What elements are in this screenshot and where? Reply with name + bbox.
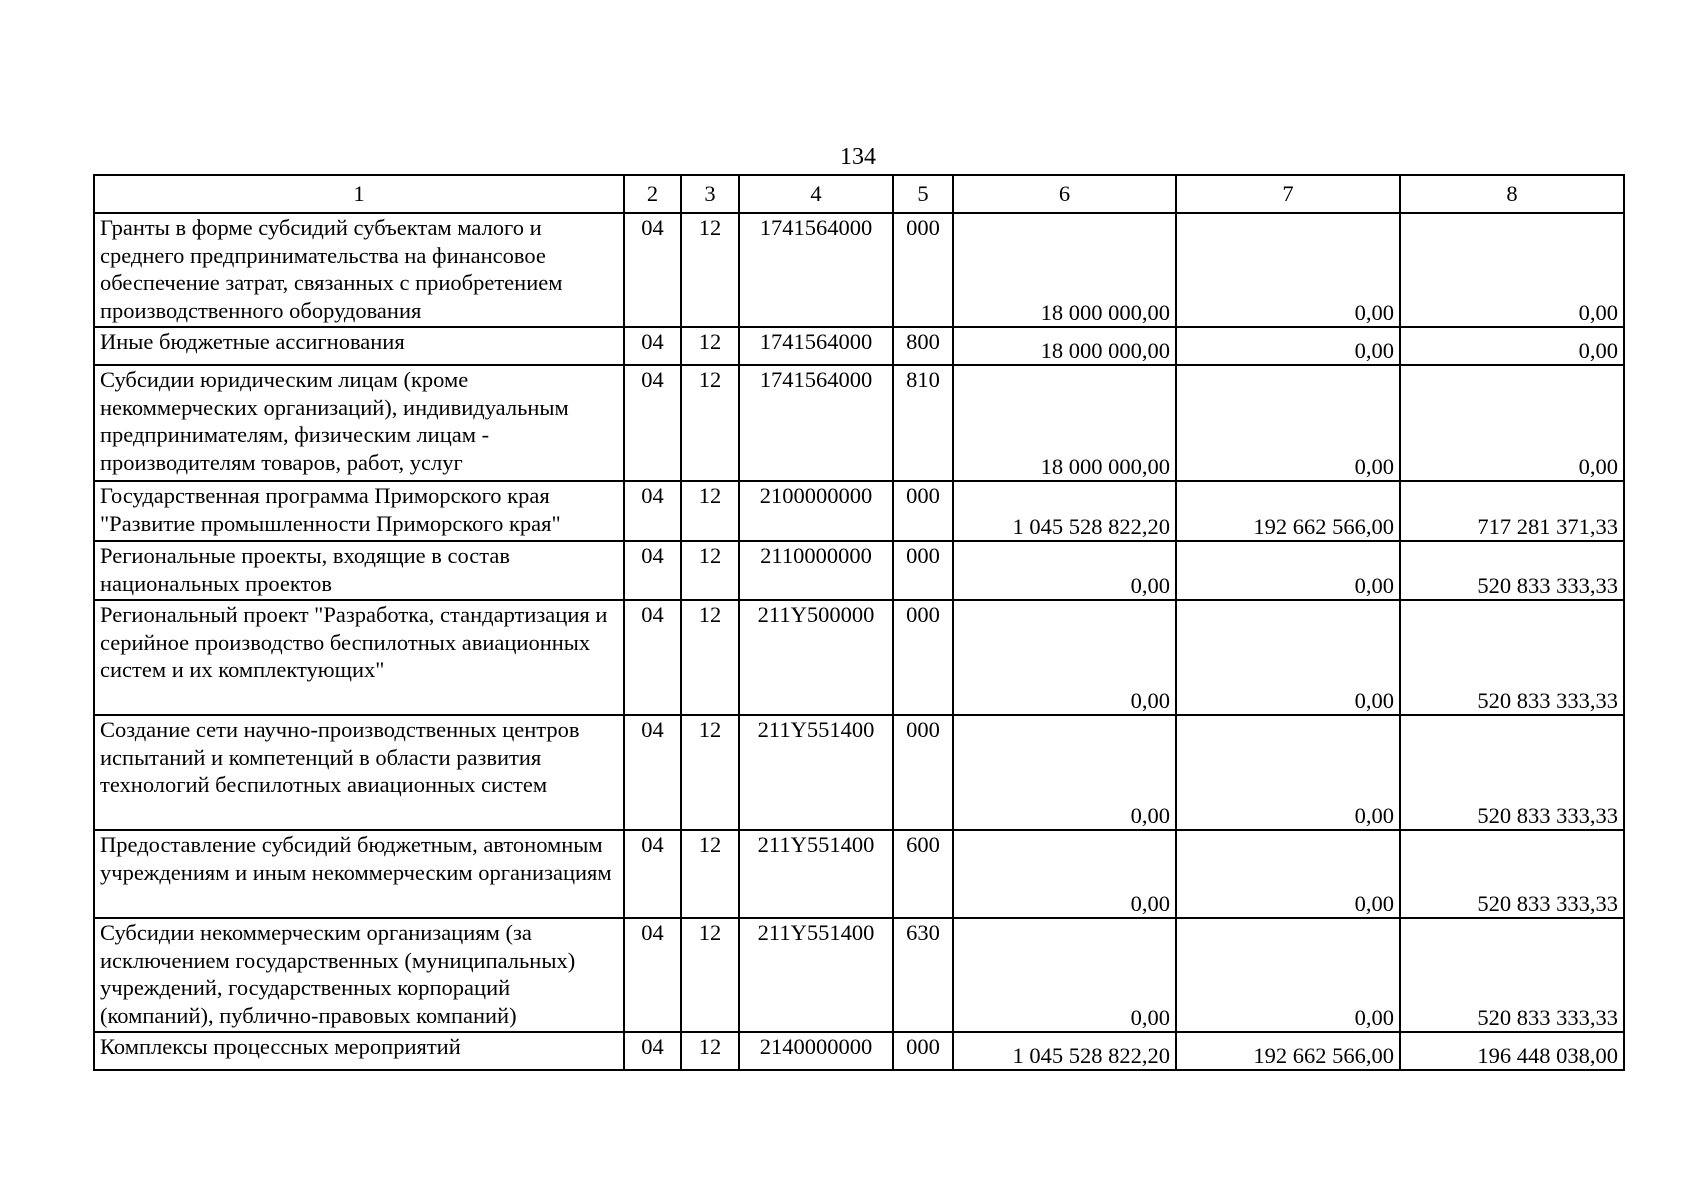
page-number: 134 — [840, 144, 876, 170]
row-expense-type: 000 — [893, 541, 953, 600]
row-amount-6: 18 000 000,00 — [953, 365, 1176, 481]
header-cell-2: 2 — [624, 175, 681, 213]
row-amount-8: 520 833 333,33 — [1400, 830, 1624, 918]
row-expense-type: 000 — [893, 481, 953, 541]
row-amount-6: 0,00 — [953, 541, 1176, 600]
table-row — [94, 600, 1624, 715]
row-target-code: 211Y500000 — [739, 600, 893, 715]
row-section: 04 — [624, 541, 681, 600]
header-cell-4: 4 — [739, 175, 893, 213]
row-name: Субсидии юридическим лицам (кроме некоммерческих организаций), индивидуальным предпринимателям, физическим лицам - производителям товаров, работ, услуг — [94, 365, 624, 481]
row-amount-8: 0,00 — [1400, 213, 1624, 327]
table-row — [94, 541, 1624, 600]
row-name: Создание сети научно-производственных центров испытаний и компетенций в области развития технологий беспилотных авиационных систем — [94, 715, 624, 830]
row-subsection: 12 — [681, 541, 739, 600]
row-amount-8: 0,00 — [1400, 327, 1624, 365]
row-target-code: 2140000000 — [739, 1032, 893, 1070]
row-subsection: 12 — [681, 918, 739, 1032]
row-target-code: 2110000000 — [739, 541, 893, 600]
row-subsection: 12 — [681, 327, 739, 365]
table-row — [94, 918, 1624, 1032]
table-row — [94, 481, 1624, 541]
table-row — [94, 1032, 1624, 1070]
row-name: Субсидии некоммерческим организациям (за исключением государственных (муниципальных) учреждений, государственных корпораций (компаний), публично-правовых компаний) — [94, 918, 624, 1032]
table-row — [94, 715, 1624, 830]
row-section: 04 — [624, 600, 681, 715]
row-section: 04 — [624, 365, 681, 481]
row-expense-type: 630 — [893, 918, 953, 1032]
row-subsection: 12 — [681, 600, 739, 715]
table-row — [94, 213, 1624, 327]
row-target-code: 1741564000 — [739, 213, 893, 327]
row-expense-type: 000 — [893, 715, 953, 830]
row-amount-7: 0,00 — [1176, 541, 1400, 600]
row-amount-7: 0,00 — [1176, 365, 1400, 481]
table-header — [94, 175, 1624, 213]
row-amount-8: 0,00 — [1400, 365, 1624, 481]
row-subsection: 12 — [681, 365, 739, 481]
table-row — [94, 327, 1624, 365]
row-expense-type: 600 — [893, 830, 953, 918]
row-amount-7: 0,00 — [1176, 830, 1400, 918]
row-section: 04 — [624, 1032, 681, 1070]
row-target-code: 211Y551400 — [739, 918, 893, 1032]
row-amount-6: 1 045 528 822,20 — [953, 1032, 1176, 1070]
row-name: Региональный проект "Разработка, стандартизация и серийное производство беспилотных авиационных систем и их комплектующих" — [94, 600, 624, 715]
row-amount-7: 0,00 — [1176, 213, 1400, 327]
row-amount-7: 0,00 — [1176, 600, 1400, 715]
header-cell-8: 8 — [1400, 175, 1624, 213]
row-amount-6: 0,00 — [953, 918, 1176, 1032]
header-cell-6: 6 — [953, 175, 1176, 213]
row-section: 04 — [624, 327, 681, 365]
header-row — [94, 175, 1624, 213]
row-section: 04 — [624, 918, 681, 1032]
row-target-code: 1741564000 — [739, 365, 893, 481]
row-amount-8: 520 833 333,33 — [1400, 541, 1624, 600]
table-body — [94, 213, 1624, 1070]
row-target-code: 2100000000 — [739, 481, 893, 541]
row-target-code: 211Y551400 — [739, 715, 893, 830]
row-amount-6: 0,00 — [953, 830, 1176, 918]
row-amount-8: 520 833 333,33 — [1400, 600, 1624, 715]
row-name: Комплексы процессных мероприятий — [94, 1032, 624, 1070]
row-name: Предоставление субсидий бюджетным, автономным учреждениям и иным некоммерческим организациям — [94, 830, 624, 918]
row-subsection: 12 — [681, 213, 739, 327]
row-target-code: 1741564000 — [739, 327, 893, 365]
row-amount-8: 717 281 371,33 — [1400, 481, 1624, 541]
table-row — [94, 365, 1624, 481]
row-amount-7: 192 662 566,00 — [1176, 1032, 1400, 1070]
row-amount-6: 0,00 — [953, 600, 1176, 715]
row-section: 04 — [624, 213, 681, 327]
row-subsection: 12 — [681, 830, 739, 918]
budget-table — [93, 174, 1625, 1071]
row-name: Иные бюджетные ассигнования — [94, 327, 624, 365]
header-cell-7: 7 — [1176, 175, 1400, 213]
row-amount-6: 18 000 000,00 — [953, 213, 1176, 327]
row-amount-6: 18 000 000,00 — [953, 327, 1176, 365]
row-amount-7: 0,00 — [1176, 715, 1400, 830]
row-name: Государственная программа Приморского края "Развитие промышленности Приморского края" — [94, 481, 624, 541]
row-expense-type: 000 — [893, 600, 953, 715]
row-subsection: 12 — [681, 1032, 739, 1070]
row-amount-8: 196 448 038,00 — [1400, 1032, 1624, 1070]
row-subsection: 12 — [681, 715, 739, 830]
row-section: 04 — [624, 481, 681, 541]
row-section: 04 — [624, 830, 681, 918]
header-cell-5: 5 — [893, 175, 953, 213]
row-amount-6: 1 045 528 822,20 — [953, 481, 1176, 541]
row-subsection: 12 — [681, 481, 739, 541]
row-amount-8: 520 833 333,33 — [1400, 715, 1624, 830]
row-amount-6: 0,00 — [953, 715, 1176, 830]
row-amount-7: 192 662 566,00 — [1176, 481, 1400, 541]
row-expense-type: 810 — [893, 365, 953, 481]
row-expense-type: 000 — [893, 1032, 953, 1070]
table-row — [94, 830, 1624, 918]
header-cell-1: 1 — [94, 175, 624, 213]
row-target-code: 211Y551400 — [739, 830, 893, 918]
header-cell-3: 3 — [681, 175, 739, 213]
row-amount-7: 0,00 — [1176, 918, 1400, 1032]
row-expense-type: 800 — [893, 327, 953, 365]
row-name: Региональные проекты, входящие в состав национальных проектов — [94, 541, 624, 600]
row-expense-type: 000 — [893, 213, 953, 327]
row-name: Гранты в форме субсидий субъектам малого и среднего предпринимательства на финансовое обеспечение затрат, связанных с приобретением производственного оборудования — [94, 213, 624, 327]
row-amount-8: 520 833 333,33 — [1400, 918, 1624, 1032]
row-section: 04 — [624, 715, 681, 830]
row-amount-7: 0,00 — [1176, 327, 1400, 365]
